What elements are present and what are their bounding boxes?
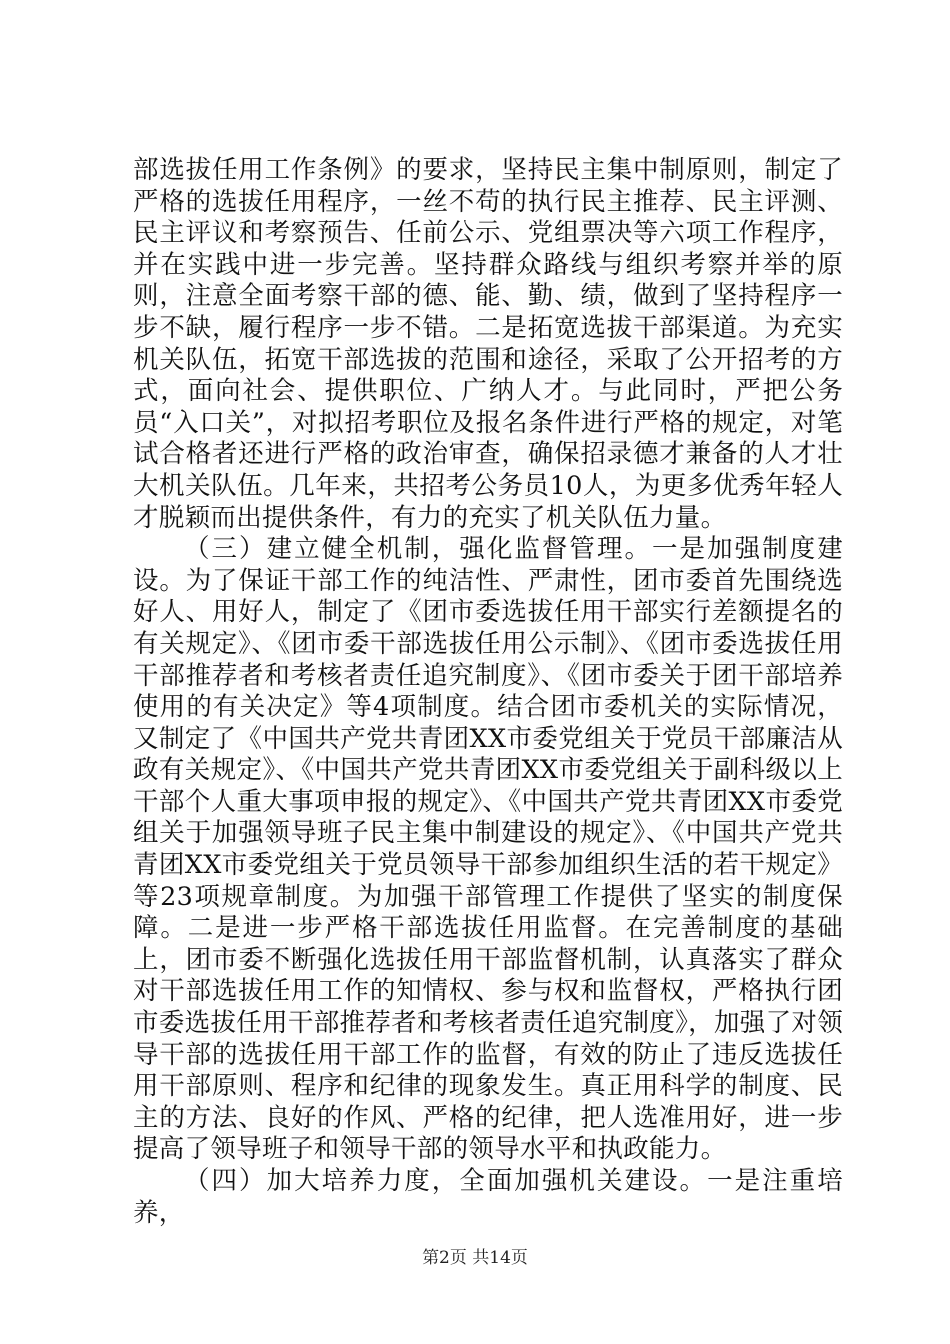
document-body [133, 155, 843, 1229]
paragraph-1: 部选拔任用工作条例》的要求，坚持民主集中制原则，制定了严格的选拔任用程序，一丝不苟的执行民主推荐、民主评测、民主评议和考察预告、任前公示、党组票决等六项工作程序，并在实践中进一步完善。坚持群众路线与组织考察并举的原则，注意全面考察干部的德、能、勤、绩，做到了坚持程序一步不缺，履行程序一步不错。二是拓宽选拔干部渠道。为充实机关队伍，拓宽干部选拔的范围和途径，采取了公开招考的方式，面向社会、提供职位、广纳人才。与此同时，严把公务员“入口关”，对拟招考职位及报名条件进行严格的规定，对笔试合格者还进行严格的政治审查，确保招录德才兼备的人才壮大机关队伍。几年来，共招考公务员10人，为更多优秀年轻人才脱颖而出提供条件，有力的充实了机关队伍力量。 [133, 155, 843, 533]
page-footer: 第2页 共14页 [422, 1248, 528, 1268]
paragraph-3: （四）加大培养力度，全面加强机关建设。一是注重培养， [133, 1166, 843, 1228]
paragraph-2: （三）建立健全机制，强化监督管理。一是加强制度建设。为了保证干部工作的纯洁性、严肃性，团市委首先围绕选好人、用好人，制定了《团市委选拔任用干部实行差额提名的有关规定》、《团市委干部选拔任用公示制》、《团市委选拔任用干部推荐者和考核者责任追究制度》、《团市委关于团干部培养使用的有关决定》等4项制度。结合团市委机关的实际情况，又制定了《中国共产党共青团XX市委党组关于党员干部廉洁从政有关规定》、《中国共产党共青团XX市委党组关于副科级以上干部个人重大事项申报的规定》、《中国共产党共青团XX市委党组关于加强领导班子民主集中制建设的规定》、《中国共产党共青团XX市委党组关于党员领导干部参加组织生活的若干规定》等23项规章制度。为加强干部管理工作提供了坚实的制度保障。二是进一步严格干部选拔任用监督。在完善制度的基础上，团市委不断强化选拔任用干部监督机制，认真落实了群众对干部选拔任用工作的知情权、参与权和监督权，严格执行团市委选拔任用干部推荐者和考核者责任追究制度》，加强了对领导干部的选拔任用干部工作的监督，有效的防止了违反选拔任用干部原则、程序和纪律的现象发生。真正用科学的制度、民主的方法、良好的作风、严格的纪律，把人选准用好，进一步提高了领导班子和领导干部的领导水平和执政能力。 [133, 534, 843, 1165]
